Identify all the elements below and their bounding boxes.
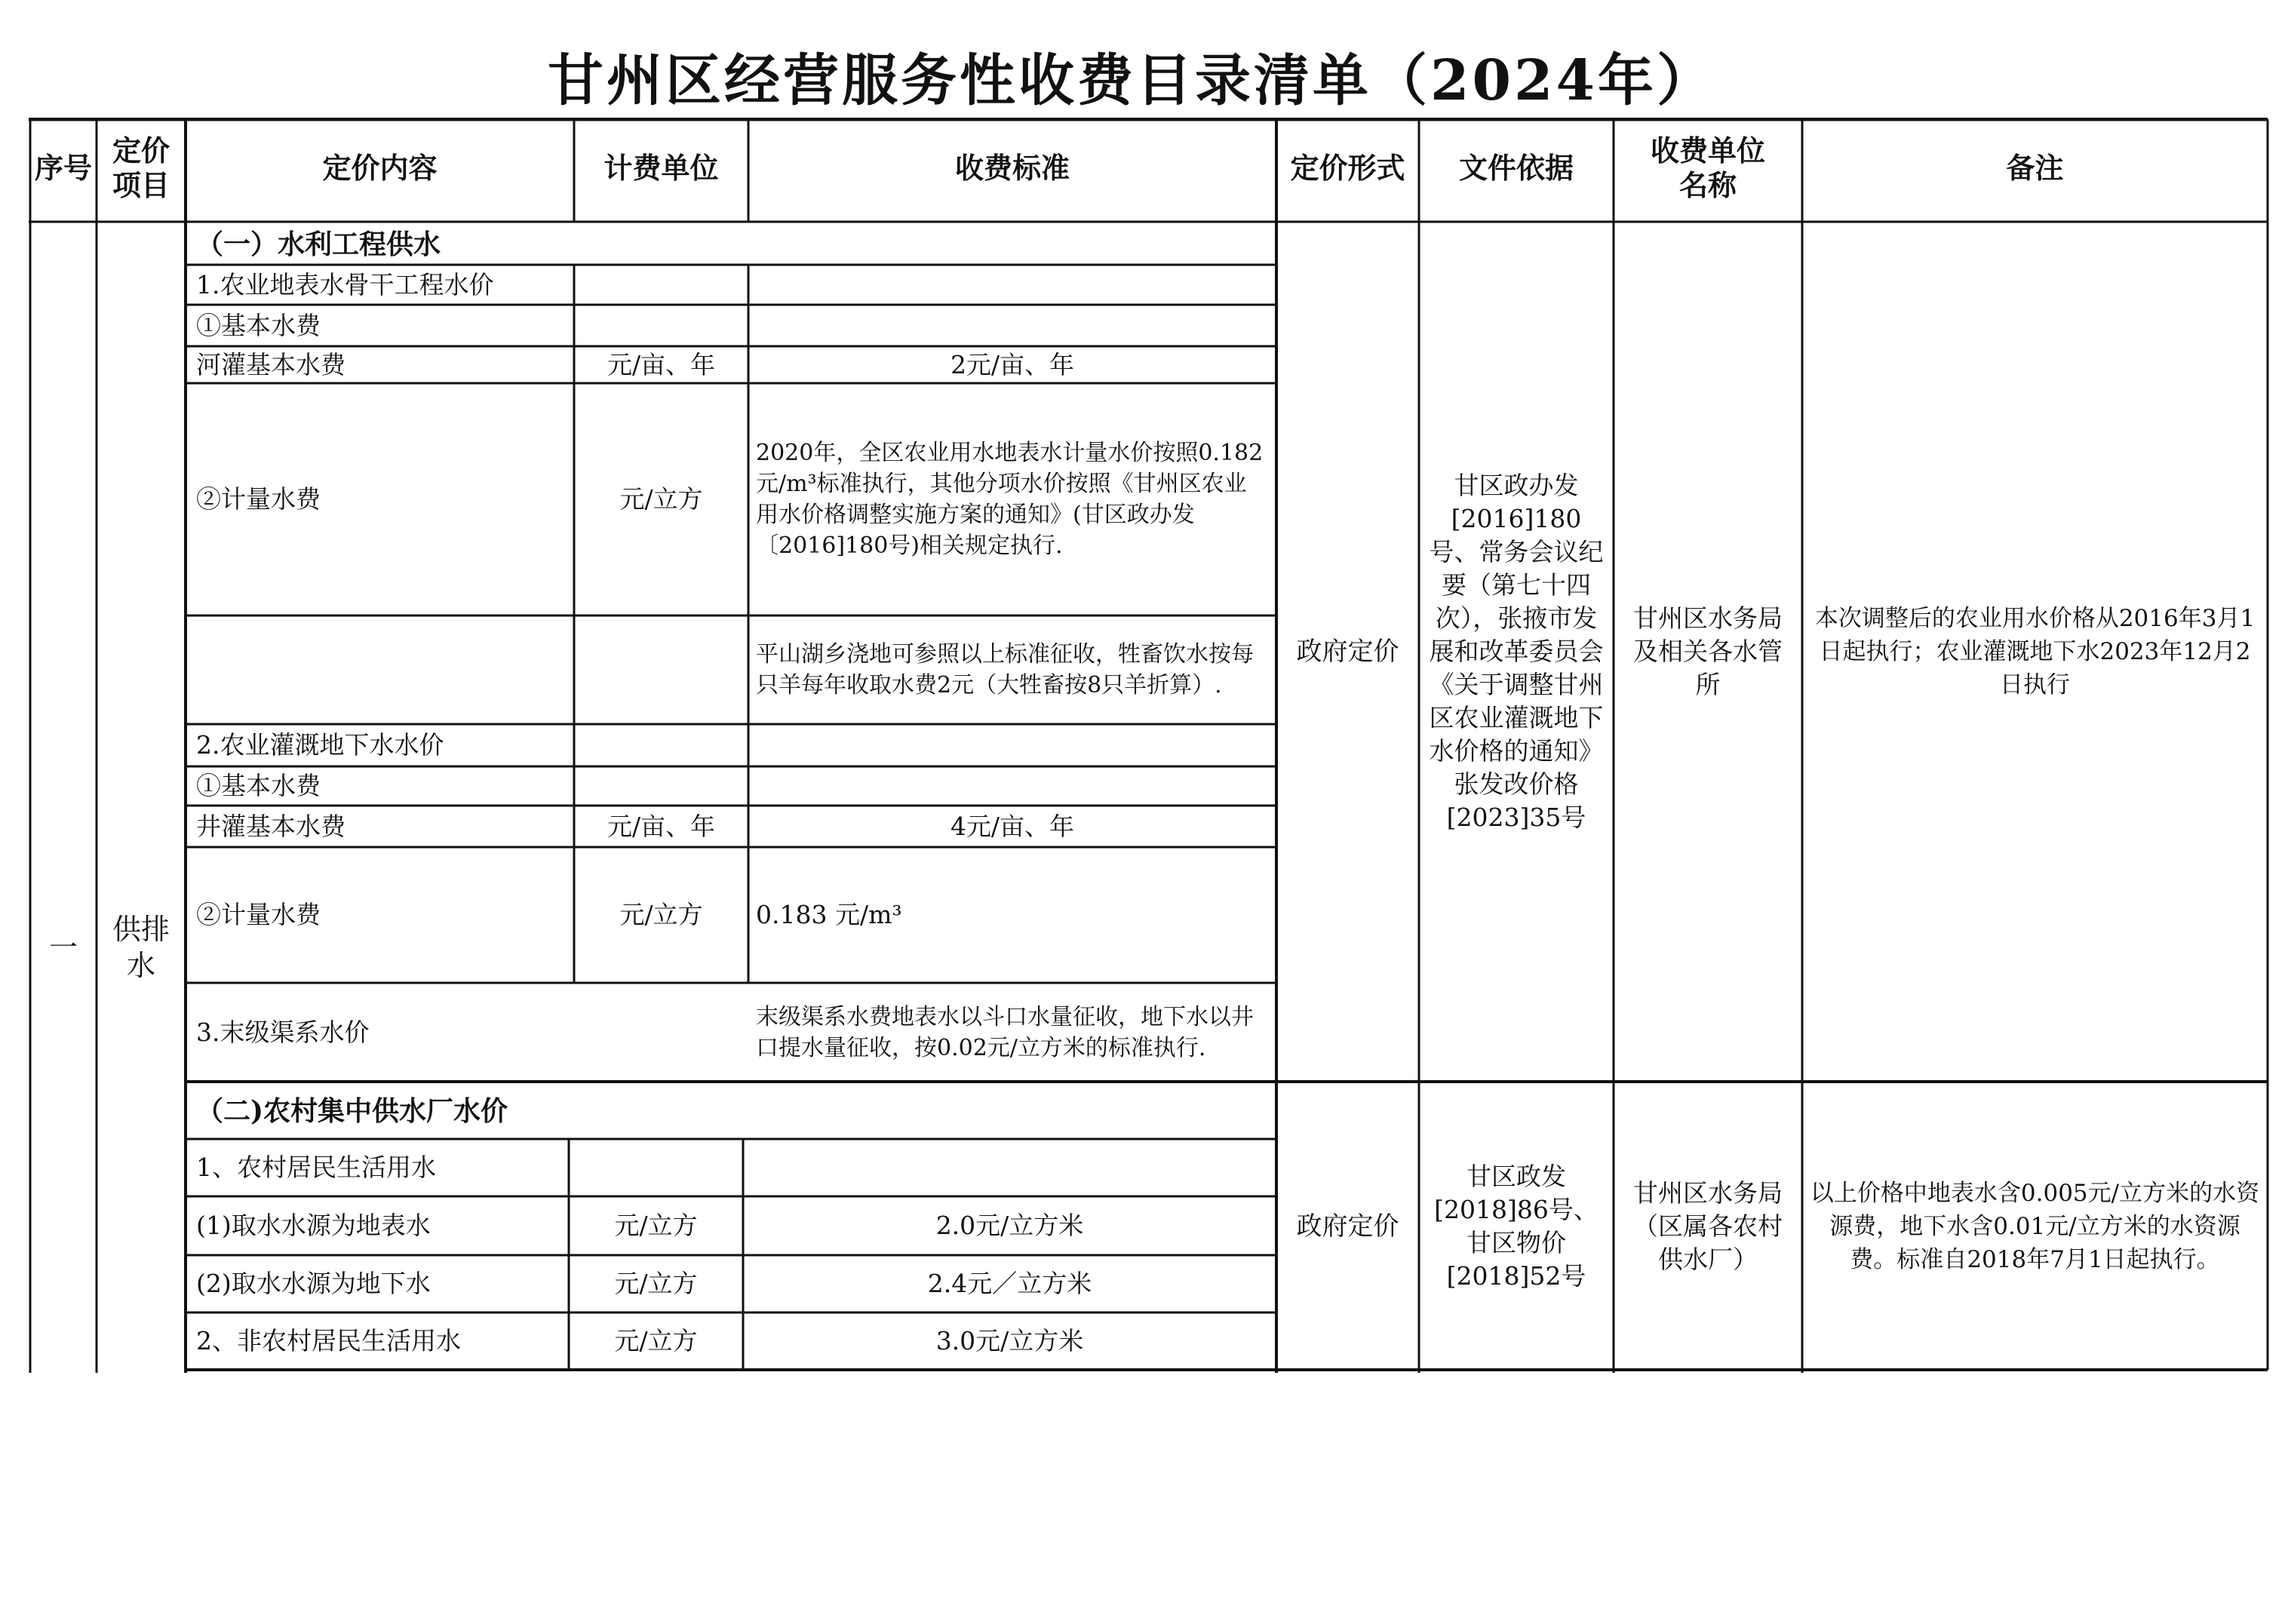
s1-payee: 甘州区水务局及相关各水管所 xyxy=(1633,603,1783,699)
section2-heading: （二)农村集中供水厂水价 xyxy=(196,1095,508,1127)
s2-remark: 以上价格中地表水含0.005元/立方米的水资源费，地下水含0.01元/立方米的水资源费。标准自2018年7月1日起执行。 xyxy=(1810,1180,2260,1273)
s1-row2-content: ①基本水费 xyxy=(196,310,321,340)
s2-row4-unit: 元/立方 xyxy=(614,1326,698,1355)
header-seq: 序号 xyxy=(34,151,92,185)
s2-row4-standard: 3.0元/立方米 xyxy=(935,1326,1084,1355)
header-unit: 计费单位 xyxy=(603,151,719,185)
seq-value: 一 xyxy=(48,931,78,964)
s2-row3-content: (2)取水水源为地下水 xyxy=(196,1269,431,1298)
s2-row2-unit: 元/立方 xyxy=(614,1211,698,1240)
header-basis: 文件依据 xyxy=(1458,151,1574,185)
s1-row4-content: ②计量水费 xyxy=(196,484,321,514)
s1-row5-standard: 平山湖乡浇地可参照以上标准征收，牲畜饮水按每只羊每年收取水费2元（大牲畜按8只羊折算）. xyxy=(756,641,1254,698)
s1-row3-content: 河灌基本水费 xyxy=(196,349,346,379)
s1-row8-content: 井灌基本水费 xyxy=(196,811,346,841)
s1-row6-content: 2.农业灌溉地下水水价 xyxy=(196,730,444,760)
s2-payee: 甘州区水务局（区属各农村供水厂） xyxy=(1633,1178,1783,1274)
s1-row8-standard: 4元/亩、年 xyxy=(950,811,1075,841)
s1-row10-content: 3.末级渠系水价 xyxy=(196,1017,370,1047)
s2-row2-content: (1)取水水源为地表水 xyxy=(196,1211,431,1240)
s1-form: 政府定价 xyxy=(1296,637,1399,667)
item-value: 供排 水 xyxy=(112,913,170,982)
header-remark: 备注 xyxy=(2006,151,2064,185)
s1-row9-standard: 0.183 元/m³ xyxy=(756,900,902,929)
s2-row1-content: 1、农村居民生活用水 xyxy=(196,1153,436,1182)
s1-row4-standard: 2020年，全区农业用水地表水计量水价按照0.182 元/m³标准执行，其他分项水价按照《甘州区农业用水价格调整实施方案的通知》(甘区政办发〔2016]180号)相关规定执行. xyxy=(756,440,1264,559)
s1-row7-content: ①基本水费 xyxy=(196,771,321,800)
s1-row10-standard: 末级渠系水费地表水以斗口水量征收，地下水以井口提水量征收，按0.02元/立方米的标准执行. xyxy=(756,1003,1254,1061)
s2-row3-standard: 2.4元／立方米 xyxy=(927,1269,1092,1298)
s1-row8-unit: 元/亩、年 xyxy=(607,811,716,841)
header-content: 定价内容 xyxy=(322,151,438,185)
s2-form: 政府定价 xyxy=(1296,1211,1399,1242)
s1-row9-content: ②计量水费 xyxy=(196,900,321,929)
s1-row3-unit: 元/亩、年 xyxy=(607,349,716,379)
header-standard: 收费标准 xyxy=(954,151,1070,185)
s2-row2-standard: 2.0元/立方米 xyxy=(935,1211,1084,1240)
header-payee: 收费单位 名称 xyxy=(1650,134,1765,202)
s2-row4-content: 2、非农村居民生活用水 xyxy=(196,1326,461,1355)
fee-table xyxy=(29,118,2269,1373)
s2-row3-unit: 元/立方 xyxy=(614,1269,698,1298)
header-form: 定价形式 xyxy=(1290,151,1405,185)
page-title: 甘州区经营服务性收费目录清单（2024年） xyxy=(548,48,1715,113)
s1-row4-unit: 元/立方 xyxy=(619,484,703,514)
s1-row9-unit: 元/立方 xyxy=(619,900,703,929)
section1-heading: （一）水利工程供水 xyxy=(196,228,441,260)
s1-remark: 本次调整后的农业用水价格从2016年3月1日起执行；农业灌溉地下水2023年12月2日执行 xyxy=(1814,605,2256,698)
header-item: 定价 项目 xyxy=(112,134,170,202)
s2-basis: 甘区政发[2018]86号、甘区物价[2018]52号 xyxy=(1434,1162,1599,1291)
s1-row3-standard: 2元/亩、年 xyxy=(950,349,1075,379)
s1-basis: 甘区政办发[2016]180号、常务会议纪要（第七十四次），张掖市发展和改革委员会《关于调整甘州区农业灌溉地下水价格的通知》张发改价格[2023]35号 xyxy=(1429,471,1604,832)
s1-row1-content: 1.农业地表水骨干工程水价 xyxy=(196,269,494,299)
